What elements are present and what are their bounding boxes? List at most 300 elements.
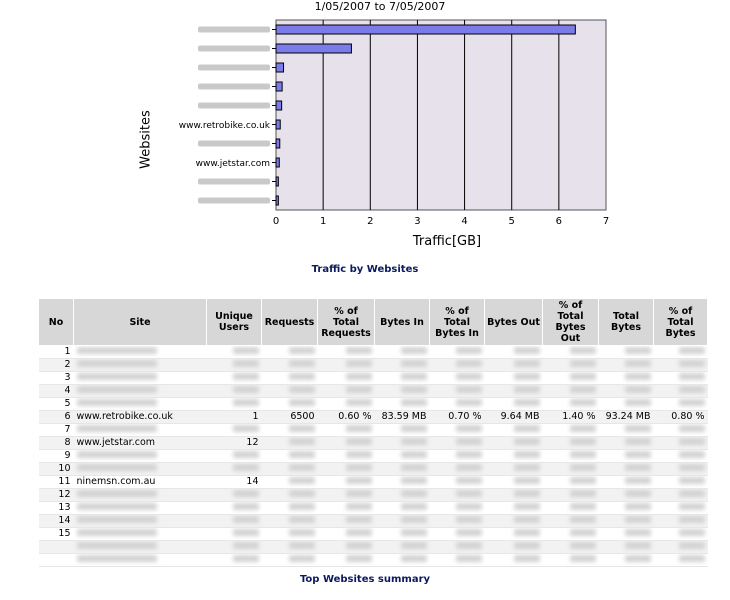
redacted-value xyxy=(456,503,482,510)
bar xyxy=(276,101,282,110)
cell-no: 6 xyxy=(39,411,74,424)
x-tick-label: 3 xyxy=(414,216,421,227)
redacted-value xyxy=(346,451,372,458)
cell-pct-in xyxy=(430,372,485,385)
redacted-value xyxy=(233,464,259,471)
redacted-value xyxy=(346,516,372,523)
cell-bytes-in xyxy=(375,398,430,411)
cell-pct-in xyxy=(430,476,485,489)
cell-users xyxy=(207,502,262,515)
cell-pct-total xyxy=(654,489,708,502)
cell-pct-out xyxy=(543,515,599,528)
redacted-value xyxy=(679,529,705,536)
cell-no: 14 xyxy=(39,515,74,528)
cell-pct-in xyxy=(430,346,485,359)
cell-site: ninemsn.com.au xyxy=(74,476,207,489)
cell-bytes-in xyxy=(375,515,430,528)
redacted-value xyxy=(570,516,596,523)
cell-site xyxy=(74,541,207,554)
redacted-value xyxy=(289,451,315,458)
cell-bytes-in xyxy=(375,450,430,463)
redacted-value xyxy=(401,451,427,458)
redacted-value xyxy=(77,503,157,510)
redacted-value xyxy=(289,425,315,432)
redacted-value xyxy=(401,425,427,432)
cell-pct-total xyxy=(654,502,708,515)
redacted-value xyxy=(625,347,651,354)
redacted-value xyxy=(289,529,315,536)
cell-bytes-out xyxy=(485,398,543,411)
redacted-value xyxy=(625,555,651,562)
table-row xyxy=(39,385,708,398)
redacted-value xyxy=(233,529,259,536)
cell-site xyxy=(74,489,207,502)
cell-no xyxy=(39,541,74,554)
cell-requests xyxy=(262,554,318,567)
cell-pct-total xyxy=(654,346,708,359)
cell-bytes-out xyxy=(485,463,543,476)
redacted-value xyxy=(456,555,482,562)
redacted-value xyxy=(346,438,372,445)
y-category-labels xyxy=(179,27,276,204)
redacted-value xyxy=(570,451,596,458)
redacted-value xyxy=(77,360,157,367)
x-tick-label: 5 xyxy=(508,216,515,227)
cell-pct-in xyxy=(430,359,485,372)
redacted-value xyxy=(570,399,596,406)
y-category-label: www.jetstar.com xyxy=(195,159,270,169)
chart-caption: Traffic by Websites xyxy=(311,264,419,275)
redacted-value xyxy=(570,438,596,445)
cell-pct-req xyxy=(318,372,375,385)
cell-requests xyxy=(262,515,318,528)
redacted-value xyxy=(570,555,596,562)
cell-requests xyxy=(262,424,318,437)
redacted-value xyxy=(679,451,705,458)
cell-bytes-in xyxy=(375,502,430,515)
cell-bytes-out xyxy=(485,437,543,450)
redacted-value xyxy=(514,464,540,471)
table-row xyxy=(39,359,708,372)
column-header: % of Total Bytes In xyxy=(430,299,485,346)
redacted-value xyxy=(456,373,482,380)
redacted-value xyxy=(456,425,482,432)
table-row xyxy=(39,450,708,463)
redacted-value xyxy=(625,438,651,445)
cell-total xyxy=(599,528,654,541)
redacted-value xyxy=(570,490,596,497)
cell-users xyxy=(207,528,262,541)
redacted-value xyxy=(514,360,540,367)
cell-bytes-in xyxy=(375,424,430,437)
cell-pct-req xyxy=(318,450,375,463)
cell-total: 93.24 MB xyxy=(599,411,654,424)
redacted-category-label xyxy=(198,46,270,52)
redacted-value xyxy=(679,516,705,523)
redacted-value xyxy=(77,425,157,432)
y-category-label: www.retrobike.co.uk xyxy=(178,121,270,131)
redacted-value xyxy=(77,529,157,536)
cell-bytes-out: 9.64 MB xyxy=(485,411,543,424)
cell-users xyxy=(207,346,262,359)
redacted-value xyxy=(401,347,427,354)
cell-pct-total xyxy=(654,450,708,463)
cell-no: 1 xyxy=(39,346,74,359)
redacted-value xyxy=(514,503,540,510)
cell-bytes-in xyxy=(375,437,430,450)
cell-pct-total xyxy=(654,515,708,528)
cell-pct-total xyxy=(654,463,708,476)
cell-no: 8 xyxy=(39,437,74,450)
cell-bytes-out xyxy=(485,476,543,489)
redacted-value xyxy=(625,464,651,471)
column-header: Bytes In xyxy=(375,299,430,346)
redacted-value xyxy=(233,451,259,458)
redacted-value xyxy=(233,373,259,380)
cell-total xyxy=(599,554,654,567)
cell-pct-in xyxy=(430,502,485,515)
cell-bytes-out xyxy=(485,346,543,359)
redacted-value xyxy=(625,373,651,380)
redacted-value xyxy=(289,399,315,406)
cell-no: 13 xyxy=(39,502,74,515)
cell-requests xyxy=(262,463,318,476)
redacted-value xyxy=(233,386,259,393)
x-tick-label: 1 xyxy=(319,216,327,227)
redacted-value xyxy=(625,386,651,393)
redacted-category-label xyxy=(198,65,270,71)
redacted-value xyxy=(346,477,372,484)
cell-bytes-out xyxy=(485,554,543,567)
redacted-value xyxy=(456,516,482,523)
cell-pct-req xyxy=(318,346,375,359)
cell-site xyxy=(74,372,207,385)
redacted-value xyxy=(401,438,427,445)
redacted-value xyxy=(679,490,705,497)
redacted-value xyxy=(456,360,482,367)
table-row xyxy=(39,554,708,567)
cell-total xyxy=(599,502,654,515)
cell-bytes-in xyxy=(375,372,430,385)
cell-pct-out xyxy=(543,502,599,515)
cell-requests xyxy=(262,502,318,515)
cell-pct-out xyxy=(543,346,599,359)
redacted-value xyxy=(233,542,259,549)
cell-pct-req xyxy=(318,489,375,502)
cell-pct-total xyxy=(654,541,708,554)
redacted-value xyxy=(570,360,596,367)
redacted-value xyxy=(289,542,315,549)
cell-bytes-in xyxy=(375,385,430,398)
cell-requests xyxy=(262,476,318,489)
redacted-value xyxy=(401,360,427,367)
column-header: % of Total Requests xyxy=(318,299,375,346)
cell-pct-total xyxy=(654,528,708,541)
cell-requests: 6500 xyxy=(262,411,318,424)
redacted-value xyxy=(625,503,651,510)
cell-users xyxy=(207,541,262,554)
cell-pct-out xyxy=(543,437,599,450)
table-row xyxy=(39,528,708,541)
cell-pct-req xyxy=(318,476,375,489)
cell-pct-out xyxy=(543,476,599,489)
cell-total xyxy=(599,398,654,411)
redacted-value xyxy=(625,399,651,406)
cell-total xyxy=(599,489,654,502)
cell-pct-in xyxy=(430,450,485,463)
cell-pct-total xyxy=(654,372,708,385)
cell-requests xyxy=(262,372,318,385)
redacted-value xyxy=(77,347,157,354)
cell-users xyxy=(207,450,262,463)
cell-pct-out xyxy=(543,541,599,554)
cell-pct-total: 0.80 % xyxy=(654,411,708,424)
redacted-value xyxy=(570,347,596,354)
redacted-value xyxy=(570,386,596,393)
redacted-value xyxy=(346,386,372,393)
bar xyxy=(276,177,278,186)
cell-no: 3 xyxy=(39,372,74,385)
redacted-value xyxy=(679,373,705,380)
redacted-value xyxy=(456,347,482,354)
cell-pct-req xyxy=(318,502,375,515)
redacted-value xyxy=(77,399,157,406)
redacted-value xyxy=(456,451,482,458)
redacted-value xyxy=(233,425,259,432)
cell-pct-total xyxy=(654,424,708,437)
cell-pct-req xyxy=(318,515,375,528)
cell-pct-out xyxy=(543,385,599,398)
x-tick-label: 4 xyxy=(461,216,468,227)
cell-pct-in xyxy=(430,424,485,437)
traffic-bar-chart xyxy=(0,0,730,260)
cell-total xyxy=(599,541,654,554)
column-header: Site xyxy=(74,299,207,346)
redacted-value xyxy=(456,464,482,471)
redacted-value xyxy=(401,464,427,471)
bar xyxy=(276,82,282,91)
cell-pct-req: 0.60 % xyxy=(318,411,375,424)
redacted-value xyxy=(289,490,315,497)
redacted-value xyxy=(514,516,540,523)
cell-pct-total xyxy=(654,385,708,398)
redacted-value xyxy=(570,542,596,549)
bar xyxy=(276,139,280,148)
cell-total xyxy=(599,359,654,372)
cell-bytes-in xyxy=(375,554,430,567)
cell-site xyxy=(74,346,207,359)
cell-bytes-out xyxy=(485,359,543,372)
cell-requests xyxy=(262,385,318,398)
cell-total xyxy=(599,463,654,476)
cell-no: 4 xyxy=(39,385,74,398)
cell-site xyxy=(74,450,207,463)
redacted-category-label xyxy=(198,141,270,147)
cell-pct-req xyxy=(318,385,375,398)
redacted-value xyxy=(289,516,315,523)
cell-pct-out xyxy=(543,450,599,463)
table-row xyxy=(39,346,708,359)
table-row xyxy=(39,502,708,515)
redacted-value xyxy=(289,347,315,354)
redacted-value xyxy=(679,477,705,484)
redacted-value xyxy=(679,386,705,393)
cell-requests xyxy=(262,528,318,541)
table-row xyxy=(39,463,708,476)
cell-pct-total xyxy=(654,437,708,450)
redacted-value xyxy=(289,438,315,445)
bar xyxy=(276,25,575,34)
redacted-value xyxy=(401,503,427,510)
redacted-value xyxy=(679,399,705,406)
redacted-value xyxy=(233,347,259,354)
bar xyxy=(276,158,279,167)
redacted-value xyxy=(346,464,372,471)
redacted-value xyxy=(625,542,651,549)
cell-pct-out xyxy=(543,528,599,541)
redacted-value xyxy=(401,555,427,562)
redacted-value xyxy=(570,503,596,510)
cell-no: 9 xyxy=(39,450,74,463)
redacted-value xyxy=(625,490,651,497)
cell-total xyxy=(599,385,654,398)
cell-site xyxy=(74,359,207,372)
cell-requests xyxy=(262,398,318,411)
cell-users xyxy=(207,359,262,372)
cell-pct-req xyxy=(318,398,375,411)
cell-bytes-in: 83.59 MB xyxy=(375,411,430,424)
cell-site xyxy=(74,554,207,567)
redacted-value xyxy=(346,529,372,536)
cell-users: 1 xyxy=(207,411,262,424)
redacted-category-label xyxy=(198,27,270,33)
cell-site xyxy=(74,463,207,476)
cell-no: 7 xyxy=(39,424,74,437)
redacted-value xyxy=(625,360,651,367)
table-row xyxy=(39,515,708,528)
cell-users xyxy=(207,424,262,437)
cell-bytes-out xyxy=(485,502,543,515)
redacted-value xyxy=(679,503,705,510)
column-header: No xyxy=(39,299,74,346)
y-axis-label: Websites xyxy=(138,110,154,169)
cell-pct-in xyxy=(430,463,485,476)
redacted-value xyxy=(346,399,372,406)
cell-bytes-in xyxy=(375,541,430,554)
redacted-value xyxy=(346,360,372,367)
cell-requests xyxy=(262,346,318,359)
redacted-value xyxy=(233,399,259,406)
redacted-value xyxy=(570,425,596,432)
cell-pct-total xyxy=(654,359,708,372)
cell-pct-req xyxy=(318,437,375,450)
redacted-value xyxy=(514,490,540,497)
cell-requests xyxy=(262,541,318,554)
cell-users: 14 xyxy=(207,476,262,489)
redacted-value xyxy=(346,555,372,562)
cell-bytes-out xyxy=(485,385,543,398)
cell-pct-out: 1.40 % xyxy=(543,411,599,424)
redacted-value xyxy=(514,425,540,432)
redacted-value xyxy=(346,373,372,380)
cell-bytes-in xyxy=(375,463,430,476)
cell-total xyxy=(599,346,654,359)
redacted-value xyxy=(625,451,651,458)
redacted-value xyxy=(77,490,157,497)
cell-no: 12 xyxy=(39,489,74,502)
cell-site: www.retrobike.co.uk xyxy=(74,411,207,424)
cell-bytes-in xyxy=(375,489,430,502)
redacted-value xyxy=(514,477,540,484)
cell-users xyxy=(207,372,262,385)
redacted-value xyxy=(289,386,315,393)
redacted-category-label xyxy=(198,84,270,90)
redacted-value xyxy=(346,542,372,549)
cell-pct-in xyxy=(430,541,485,554)
redacted-value xyxy=(233,503,259,510)
redacted-value xyxy=(456,386,482,393)
redacted-value xyxy=(401,386,427,393)
cell-pct-in xyxy=(430,515,485,528)
cell-requests xyxy=(262,450,318,463)
cell-pct-in: 0.70 % xyxy=(430,411,485,424)
redacted-category-label xyxy=(198,103,270,109)
redacted-category-label xyxy=(198,179,270,185)
cell-requests xyxy=(262,489,318,502)
cell-bytes-in xyxy=(375,359,430,372)
redacted-value xyxy=(679,425,705,432)
redacted-value xyxy=(625,529,651,536)
cell-users xyxy=(207,463,262,476)
cell-requests xyxy=(262,359,318,372)
column-header: % of Total Bytes Out xyxy=(543,299,599,346)
redacted-value xyxy=(77,464,157,471)
cell-pct-out xyxy=(543,398,599,411)
redacted-value xyxy=(514,529,540,536)
cell-bytes-in xyxy=(375,346,430,359)
redacted-value xyxy=(346,503,372,510)
redacted-value xyxy=(514,347,540,354)
table-row xyxy=(39,424,708,437)
column-header: % of Total Bytes xyxy=(654,299,708,346)
cell-pct-req xyxy=(318,541,375,554)
redacted-value xyxy=(679,347,705,354)
cell-total xyxy=(599,476,654,489)
cell-users xyxy=(207,554,262,567)
cell-pct-total xyxy=(654,554,708,567)
cell-pct-req xyxy=(318,554,375,567)
redacted-value xyxy=(514,438,540,445)
redacted-value xyxy=(456,490,482,497)
x-tick-label: 6 xyxy=(555,216,563,227)
cell-bytes-out xyxy=(485,515,543,528)
redacted-value xyxy=(346,347,372,354)
column-header: Requests xyxy=(262,299,318,346)
redacted-value xyxy=(456,542,482,549)
redacted-category-label xyxy=(198,198,270,204)
cell-bytes-out xyxy=(485,528,543,541)
table-row xyxy=(39,372,708,385)
redacted-value xyxy=(289,360,315,367)
redacted-value xyxy=(233,516,259,523)
cell-pct-total xyxy=(654,476,708,489)
redacted-value xyxy=(289,555,315,562)
redacted-value xyxy=(77,373,157,380)
redacted-value xyxy=(289,373,315,380)
cell-users xyxy=(207,398,262,411)
websites-summary-table xyxy=(38,298,708,567)
cell-site xyxy=(74,424,207,437)
